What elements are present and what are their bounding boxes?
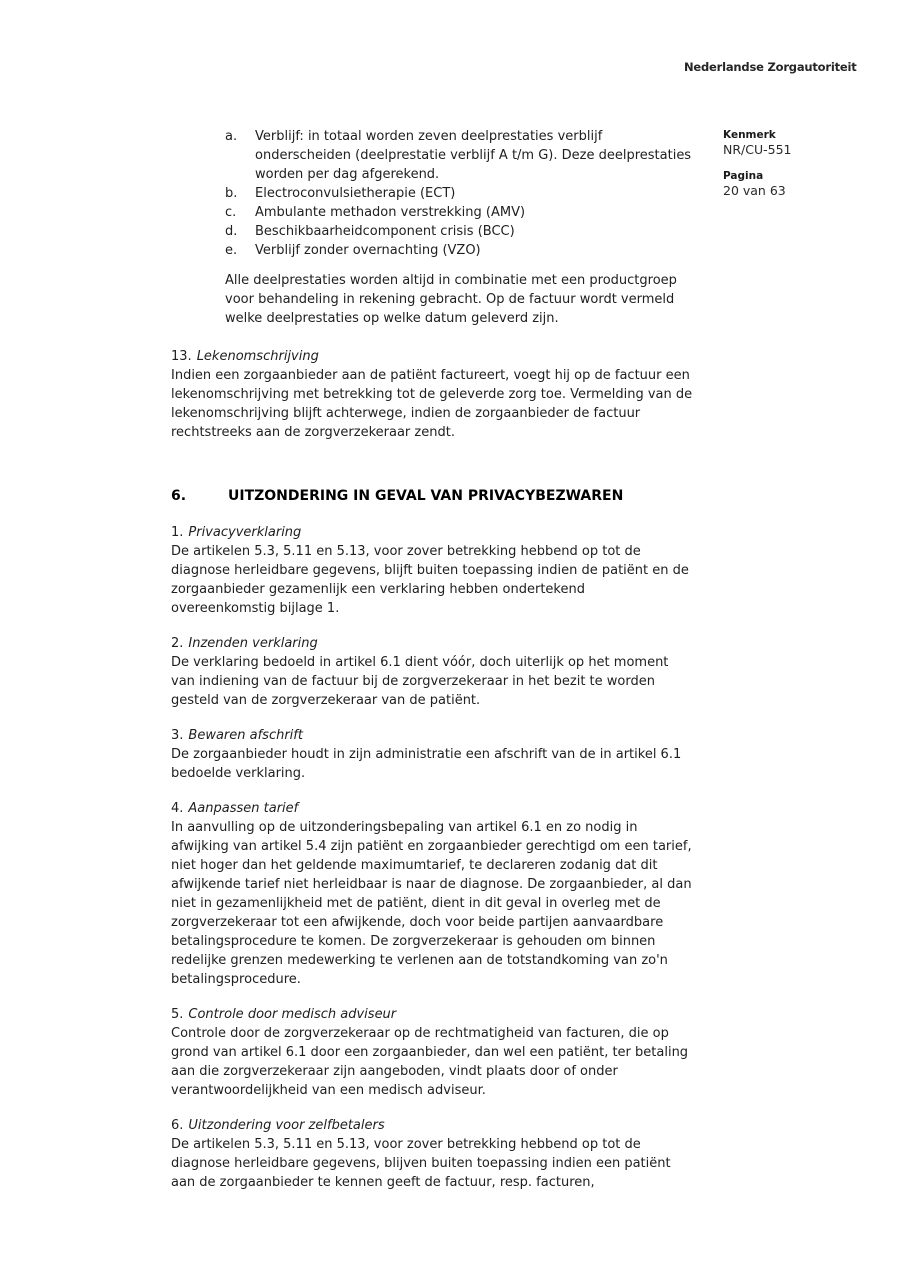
section-number: 1. [171, 525, 184, 540]
section-3-bewaren-afschrift [171, 726, 693, 783]
section-2-inzenden-verklaring [171, 634, 693, 710]
section-number: 2. [171, 636, 184, 651]
kenmerk-group [723, 129, 863, 157]
section-name: Bewaren afschrift [188, 728, 303, 743]
list-item-marker: e. [225, 243, 238, 258]
list-item-text: Electroconvulsietherapie (ECT) [255, 186, 456, 201]
list-item-marker: a. [225, 129, 238, 144]
list-item-marker: b. [225, 186, 238, 201]
section-title [171, 634, 693, 653]
section-body: De verklaring bedoeld in artikel 6.1 dient vóór, doch uiterlijk op het moment van indiening van de factuur bij de zorgverzekeraar in het bezit te worden gesteld van de zorgverzekeraar van de patiënt. [171, 655, 669, 708]
section-body: In aanvulling op de uitzonderingsbepaling van artikel 6.1 en zo nodig in afwijking van artikel 5.4 zijn patiënt en zorgaanbieder gerechtigd om een tarief, niet hoger dan het geldende maximumtarief, te declareren zodanig dat dit afwijkende tarief niet herleidbaar is naar de diagnose. De zorgaanbieder, al dan niet in gezamenlijkheid met de patiënt, dient in dit geval in overleg met de zorgverzekeraar tot een afwijkende, doch voor beide partijen aanvaardbare betalingsprocedure te komen. De zorgverzekeraar is gehouden om binnen redelijke grenzen medewerking te verlenen aan de totstandkoming van zo'n betalingsprocedure. [171, 820, 692, 987]
page-meta-sidebar [723, 129, 863, 198]
section-4-aanpassen-tarief [171, 799, 693, 989]
chapter-title: UITZONDERING IN GEVAL VAN PRIVACYBEZWAREN [228, 488, 624, 504]
section-name: Controle door medisch adviseur [188, 1007, 397, 1022]
section-body: Controle door de zorgverzekeraar op de rechtmatigheid van facturen, die op grond van artikel 6.1 door een zorgaanbieder, dan wel een patiënt, ter betaling aan die zorgverzekeraar zijn aangeboden, vindt plaats door of onder verantwoordelijkheid van een medisch adviseur. [171, 1026, 689, 1098]
section-name: Aanpassen tarief [188, 801, 299, 816]
kenmerk-label: Kenmerk [723, 129, 776, 141]
list-note-paragraph: Alle deelprestaties worden altijd in combinatie met een productgroep voor behandeling in rekening gebracht. Op de factuur wordt vermeld welke deelprestaties op welke datum geleverd zijn. [225, 273, 677, 326]
article-13 [171, 347, 693, 442]
article-13-title [171, 347, 693, 366]
section-title [171, 799, 693, 818]
section-number: 4. [171, 801, 184, 816]
list-item [171, 184, 693, 203]
list-item [171, 127, 693, 184]
document-body [171, 127, 693, 1192]
kenmerk-value: NR/CU-551 [723, 142, 792, 157]
nza-logo: Nederlandse Zorgautoriteit [684, 60, 857, 74]
list-item [171, 241, 693, 260]
section-name: Privacyverklaring [188, 525, 302, 540]
list-item-text: Beschikbaarheidcomponent crisis (BCC) [255, 224, 515, 239]
chapter-number: 6. [171, 488, 187, 504]
section-name: Uitzondering voor zelfbetalers [188, 1118, 385, 1133]
list-item-marker: d. [225, 224, 238, 239]
list-item-marker: c. [225, 205, 237, 220]
section-body: De artikelen 5.3, 5.11 en 5.13, voor zover betrekking hebbend op tot de diagnose herleidbare gegevens, blijven buiten toepassing indien een patiënt aan de zorgaanbieder te kennen geeft de factuur, resp. facturen, [171, 1137, 671, 1190]
list-item [171, 203, 693, 222]
pagina-group [723, 170, 863, 198]
pagina-label: Pagina [723, 170, 764, 182]
section-5-controle-medisch-adviseur [171, 1005, 693, 1100]
section-number: 6. [171, 1118, 184, 1133]
list-item-text: Ambulante methadon verstrekking (AMV) [255, 205, 526, 220]
section-title [171, 1116, 693, 1135]
section-body: De zorgaanbieder houdt in zijn administratie een afschrift van de in artikel 6.1 bedoelde verklaring. [171, 747, 682, 781]
section-title [171, 726, 693, 745]
article-13-body: Indien een zorgaanbieder aan de patiënt factureert, voegt hij op de factuur een lekenomschrijving met betrekking tot de geleverde zorg toe. Vermelding van de lekenomschrijving blijft achterwege, indien de zorgaanbieder de factuur rechtstreeks aan de zorgverzekeraar zendt. [171, 368, 693, 440]
section-body: De artikelen 5.3, 5.11 en 5.13, voor zover betrekking hebbend op tot de diagnose herleidbare gegevens, blijft buiten toepassing indien de patiënt en de zorgaanbieder gezamenlijk een verklaring hebben ondertekend overeenkomstig bijlage 1. [171, 544, 689, 616]
article-13-number: 13. [171, 349, 192, 364]
list-item-text: Verblijf zonder overnachting (VZO) [255, 243, 481, 258]
section-name: Inzenden verklaring [188, 636, 318, 651]
chapter-heading [171, 487, 693, 506]
section-number: 3. [171, 728, 184, 743]
deelprestaties-list [171, 127, 693, 260]
section-number: 5. [171, 1007, 184, 1022]
section-title [171, 523, 693, 542]
section-6-uitzondering-zelfbetalers [171, 1116, 693, 1192]
section-1-privacyverklaring [171, 523, 693, 618]
list-item [171, 222, 693, 241]
section-title [171, 1005, 693, 1024]
list-item-text: Verblijf: in totaal worden zeven deelprestaties verblijf onderscheiden (deelprestatie verblijf A t/m G). Deze deelprestaties worden per dag afgerekend. [255, 129, 692, 182]
pagina-value: 20 van 63 [723, 183, 786, 198]
article-13-name: Lekenomschrijving [196, 349, 319, 364]
